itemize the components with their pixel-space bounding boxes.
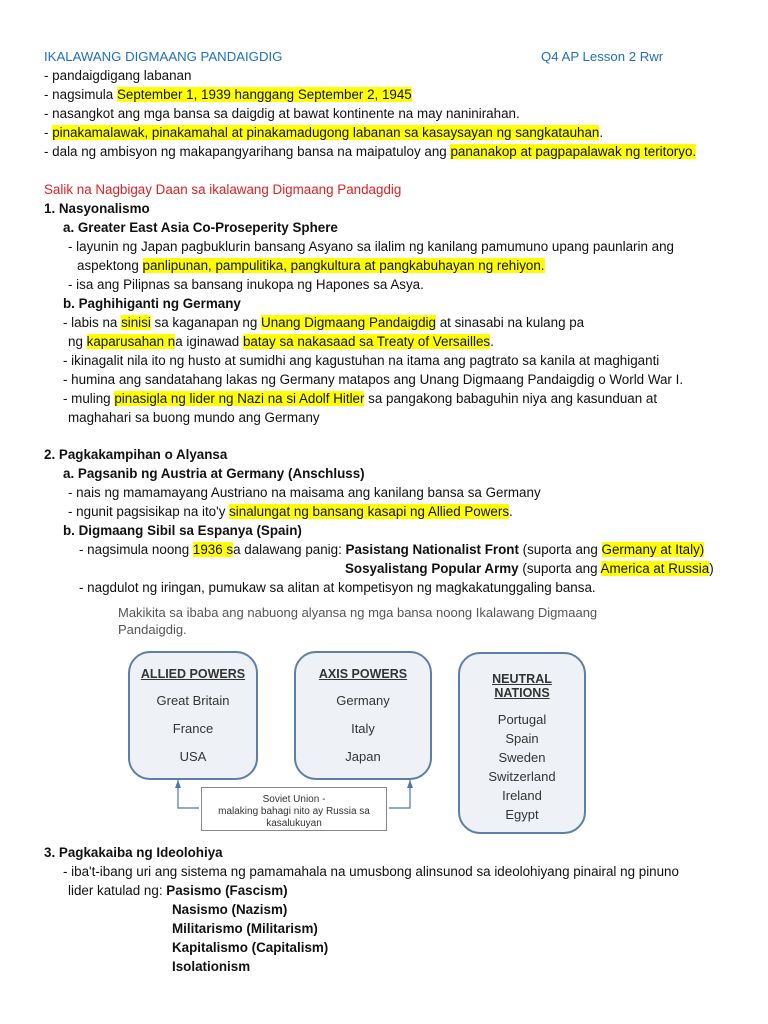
factor-1b-line-6: maghahari sa buong mundo ang Germany	[68, 410, 320, 425]
lesson-label: Q4 AP Lesson 2 Rwr	[541, 49, 664, 64]
intro-line-5: - dala ng ambisyon ng makapangyarihang bansa na maipatuloy ang pananakop at pagpapalawak ng teritoryo.	[44, 144, 697, 159]
factor-1-title: 1. Nasyonalismo	[44, 201, 150, 216]
factor-1b-line-3: - ikinagalit nila ito ng husto at sumidhi ang kagustuhan na itama ang pagtrato sa kanila at maghiganti	[63, 353, 660, 368]
factor-1a-line-2: aspektong panlipunan, pampulitika, pangkultura at pangkabuhayan ng rehiyon.	[77, 258, 545, 273]
axis-country: Germany	[336, 693, 390, 708]
factor-1b-line-4: - humina ang sandatahang lakas ng Germany matapos ang Unang Digmaang Pandaigdig o World War I.	[63, 372, 684, 387]
factor-3-title: 3. Pagkakaiba ng Ideolohiya	[44, 845, 223, 860]
allied-powers-box	[128, 651, 258, 780]
axis-powers-title: AXIS POWERS	[318, 667, 408, 681]
allied-powers-title: ALLIED POWERS	[140, 667, 246, 681]
soviet-union-note: Soviet Union - malaking bahagi nito ay Russia sa kasalukuyan	[201, 787, 387, 831]
factor-2a-line-2: - ngunit pagsisikap na ito'y sinalungat ng bansang kasapi ng Allied Powers.	[68, 504, 513, 519]
factor-1b-line-2: ng kaparusahan na iginawad batay sa nakasaad sa Treaty of Versailles.	[68, 334, 494, 349]
factor-2a-title: a. Pagsanib ng Austria at Germany (Anschluss)	[63, 466, 365, 481]
neutral-country: Portugal	[497, 712, 547, 727]
allied-country: USA	[179, 749, 207, 764]
factor-3-line-1: - iba't-ibang uri ang sistema ng pamamahala na umusbong alinsunod sa ideolohiyang pinairal ng pinuno	[63, 864, 679, 879]
intro-line-3: - nasangkot ang mga bansa sa daigdig at bawat kontinente na may naninirahan.	[44, 106, 520, 121]
neutral-nations-title: NEUTRAL NATIONS	[492, 672, 552, 700]
neutral-country: Spain	[505, 731, 539, 746]
ideology-item: Militarismo (Militarism)	[172, 921, 318, 936]
factor-1a-line-3: - isa ang Pilipnas sa bansang inukopa ng Hapones sa Asya.	[68, 277, 424, 292]
factor-2b-line-3: - nagdulot ng iringan, pumukaw sa alitan at kompetisyon ng magkakatunggaling bansa.	[79, 580, 596, 595]
factor-2b-title: b. Digmaang Sibil sa Espanya (Spain)	[63, 523, 302, 538]
figure-caption: Makikita sa ibaba ang nabuong alyansa ng mga bansa noong Ikalawang Digmaang Pandaigdig.	[118, 605, 598, 637]
neutral-country: Switzerland	[488, 769, 556, 784]
ideology-item: Kapitalismo (Capitalism)	[172, 940, 329, 955]
factor-1a-line-1: - layunin ng Japan pagbuklurin bansang Asyano sa ilalim ng kanilang pamumuno upang paunlarin ang	[68, 239, 674, 254]
neutral-nations-box	[458, 652, 586, 834]
factor-2-title: 2. Pagkakampihan o Alyansa	[44, 447, 228, 462]
neutral-country: Ireland	[502, 788, 542, 803]
factor-1b-title: b. Paghihiganti ng Germany	[63, 296, 241, 311]
ideology-item: Nasismo (Nazism)	[172, 902, 288, 917]
axis-powers-box	[294, 651, 432, 780]
intro-line-4: - pinakamalawak, pinakamahal at pinakamadugong labanan sa kasaysayan ng sangkatauhan.	[44, 125, 604, 140]
factor-1a-title: a. Greater East Asia Co-Proseperity Sphere	[63, 220, 338, 235]
factor-2b-line-2: Sosyalistang Popular Army (suporta ang America at Russia)	[345, 561, 714, 576]
highlight-dates: September 1, 1939 hanggang September 2, 1945	[116, 87, 412, 102]
neutral-country: Egypt	[505, 807, 539, 822]
axis-country: Japan	[345, 749, 381, 764]
ideology-item: Isolationism	[172, 959, 251, 974]
factor-1b-line-5: - muling pinasigla ng lider ng Nazi na si Adolf Hitler sa pangakong babaguhin niya ang kasunduan at	[63, 391, 658, 406]
axis-country: Italy	[351, 721, 375, 736]
factor-1b-line-1: - labis na sinisi sa kaganapan ng Unang Digmaang Pandaigdig at sinasabi na kulang pa	[63, 315, 585, 330]
allied-country: Great Britain	[156, 693, 230, 708]
factor-2a-line-1: - nais ng mamamayang Austriano na maisama ang kanilang bansa sa Germany	[68, 485, 541, 500]
section-heading: Salik na Nagbigay Daan sa ikalawang Digmaang Pandagdig	[44, 182, 402, 197]
factor-3-line-2: lider katulad ng: Pasismo (Fascism)	[68, 883, 288, 898]
allied-country: France	[172, 721, 214, 736]
document-title: IKALAWANG DIGMAANG PANDAIGDIG	[44, 49, 283, 64]
intro-line-1: - pandaigdigang labanan	[44, 68, 192, 83]
intro-line-2: - nagsimula September 1, 1939 hanggang September 2, 1945	[44, 87, 412, 102]
factor-2b-line-1: - nagsimula noong 1936 sa dalawang panig: Pasistang Nationalist Front (suporta ang Germany at Italy)	[79, 542, 705, 557]
neutral-country: Sweden	[498, 750, 546, 765]
